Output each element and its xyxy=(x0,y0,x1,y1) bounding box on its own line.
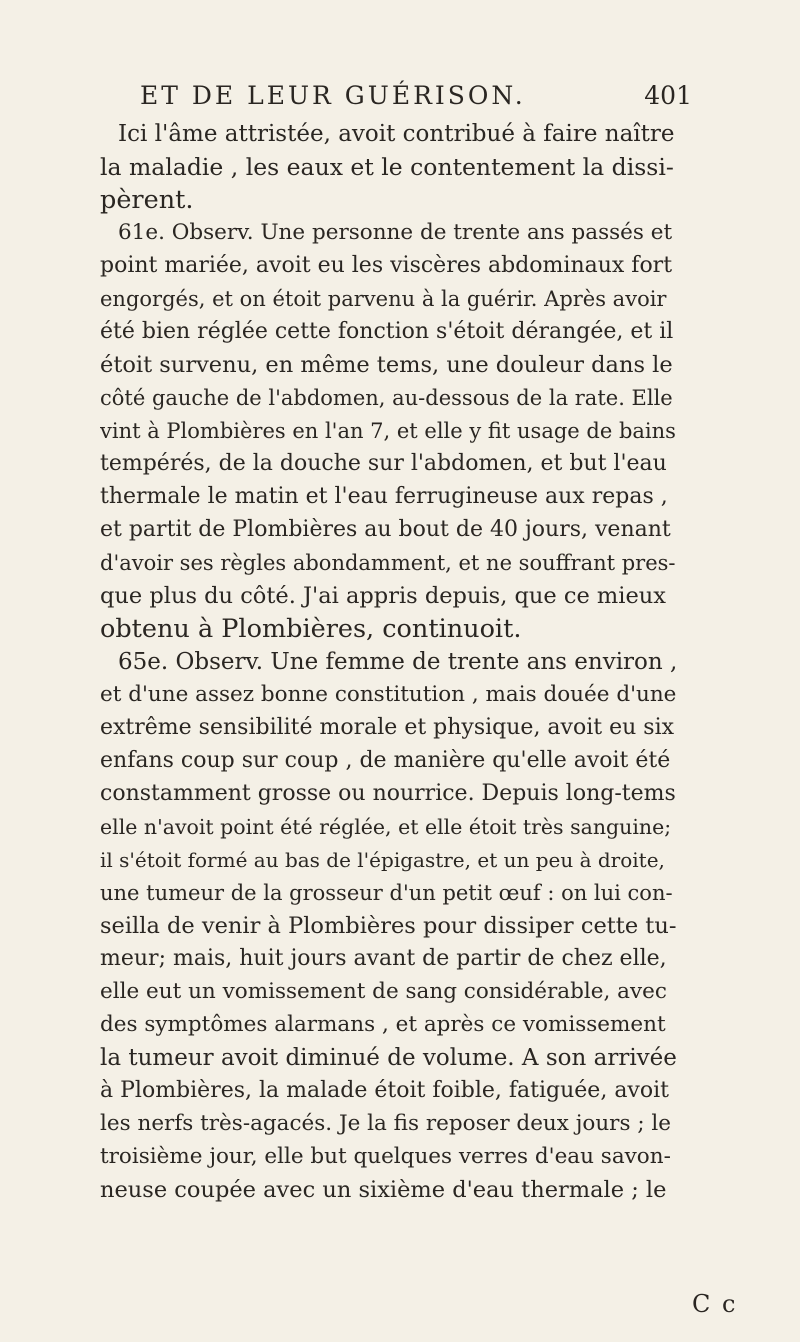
text-line: elle eut un vomissement de sang considérable, avec xyxy=(100,979,667,1004)
running-title: ET DE LEUR GUÉRISON. xyxy=(140,81,526,110)
signature-mark: C c xyxy=(692,1290,738,1318)
text-line: les nerfs très-agacés. Je la fis reposer deux jours ; le xyxy=(100,1111,672,1136)
page-number: 401 xyxy=(644,81,692,110)
text-line: neuse coupée avec un sixième d'eau thermale ; le xyxy=(100,1177,667,1203)
text-line: elle n'avoit point été réglée, et elle étoit très sanguine; xyxy=(100,815,672,839)
text-line: à Plombières, la malade étoit foible, fatiguée, avoit xyxy=(100,1078,669,1103)
text-line: une tumeur de la grosseur d'un petit œuf : on lui con- xyxy=(100,881,673,905)
text-line: obtenu à Plombières, continuoit. xyxy=(100,614,522,644)
text-line: constamment grosse ou nourrice. Depuis long-tems xyxy=(100,781,676,806)
running-header xyxy=(140,76,692,116)
text-line: Ici l'âme attristée, avoit contribué à faire naître xyxy=(118,121,675,147)
text-line: et partit de Plombières au bout de 40 jours, venant xyxy=(100,517,671,542)
text-line: que plus du côté. J'ai appris depuis, que ce mieux xyxy=(100,583,666,609)
text-line: point mariée, avoit eu les viscères abdominaux fort xyxy=(100,253,673,278)
text-line: thermale le matin et l'eau ferrugineuse aux repas , xyxy=(100,484,668,509)
text-line: extrême sensibilité morale et physique, avoit eu six xyxy=(100,715,675,740)
text-line: été bien réglée cette fonction s'étoit dérangée, et il xyxy=(100,319,674,344)
text-line: 65e. Observ. Une femme de trente ans environ , xyxy=(118,649,678,675)
text-line: engorgés, et on étoit parvenu à la guérir. Après avoir xyxy=(100,287,667,311)
text-line: seilla de venir à Plombières pour dissiper cette tu- xyxy=(100,913,677,939)
text-line: la maladie , les eaux et le contentement la dissi- xyxy=(100,153,674,181)
text-line: meur; mais, huit jours avant de partir de chez elle, xyxy=(100,946,667,971)
text-line: troisième jour, elle but quelques verres d'eau savon- xyxy=(100,1144,671,1169)
text-line: pèrent. xyxy=(100,185,194,215)
text-line: il s'étoit formé au bas de l'épigastre, et un peu à droite, xyxy=(100,848,665,872)
text-line: vint à Plombières en l'an 7, et elle y fit usage de bains xyxy=(100,419,676,443)
text-line: enfans coup sur coup , de manière qu'elle avoit été xyxy=(100,748,671,773)
text-line: la tumeur avoit diminué de volume. A son arrivée xyxy=(100,1045,677,1071)
text-line: étoit survenu, en même tems, une douleur dans le xyxy=(100,352,673,378)
text-line: d'avoir ses règles abondamment, et ne souffrant pres- xyxy=(100,551,676,575)
text-line: côté gauche de l'abdomen, au-dessous de la rate. Elle xyxy=(100,386,673,410)
text-line: tempérés, de la douche sur l'abdomen, et but l'eau xyxy=(100,451,667,476)
text-line: des symptômes alarmans , et après ce vomissement xyxy=(100,1012,666,1037)
text-line: 61e. Observ. Une personne de trente ans passés et xyxy=(118,220,673,245)
text-line: et d'une assez bonne constitution , mais douée d'une xyxy=(100,682,677,707)
